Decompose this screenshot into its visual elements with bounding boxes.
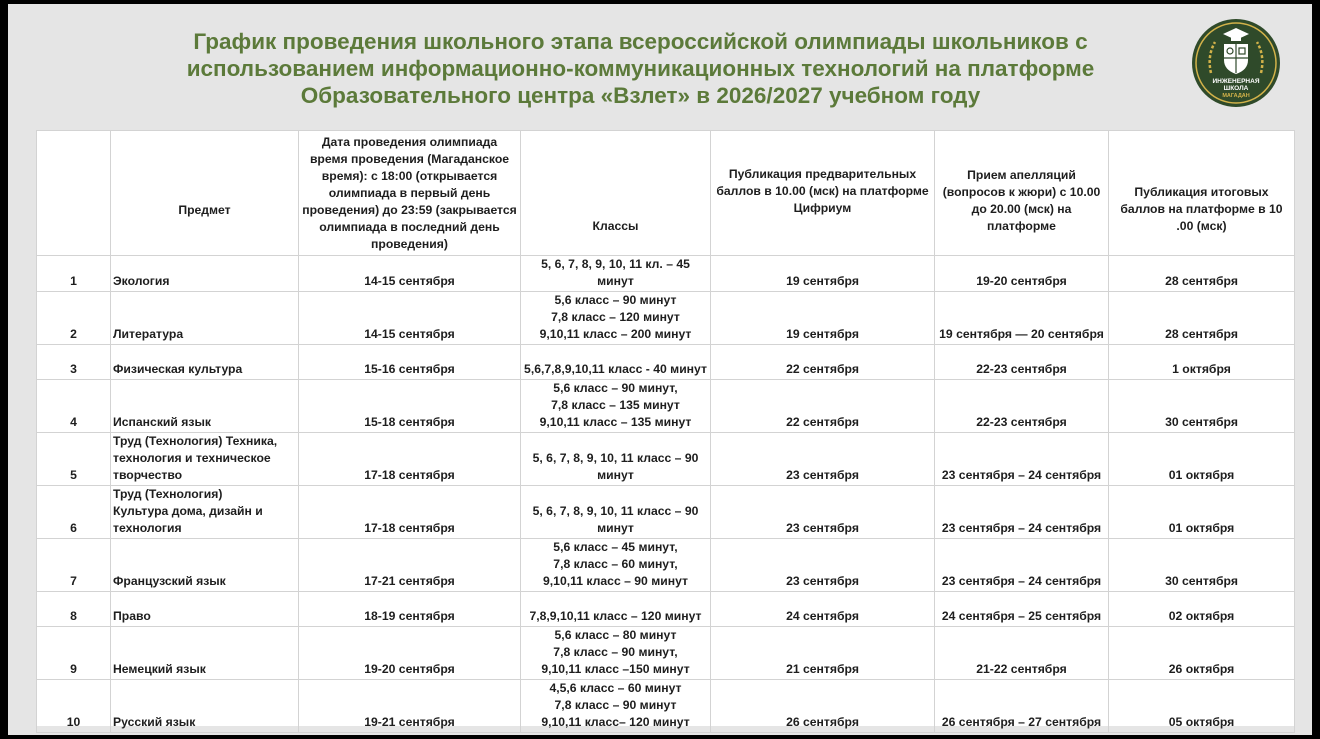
row-subject: Физическая культура (111, 345, 299, 380)
table-header-row (37, 131, 1295, 256)
row-final: 01 октября (1109, 486, 1295, 539)
row-subject: Труд (Технология) Культура дома, дизайн и технология (111, 486, 299, 539)
table-row (37, 627, 1295, 680)
row-prelim: 26 сентября (711, 680, 935, 733)
row-date: 15-18 сентября (299, 380, 521, 433)
school-emblem-icon (1191, 18, 1281, 108)
row-classes: 4,5,6 класс – 60 минут 7,8 класс – 90 минут 9,10,11 класс– 120 минут (521, 680, 711, 733)
row-final: 26 октября (1109, 627, 1295, 680)
row-appeals: 23 сентября – 24 сентября (935, 539, 1109, 592)
header-num (37, 131, 111, 256)
table-row (37, 345, 1295, 380)
table-row (37, 256, 1295, 292)
row-subject: Труд (Технология) Техника, технология и техническое творчество (111, 433, 299, 486)
row-date: 17-18 сентября (299, 486, 521, 539)
row-classes: 7,8,9,10,11 класс – 120 минут (521, 592, 711, 627)
row-appeals: 19 сентября — 20 сентября (935, 292, 1109, 345)
schedule-table (36, 130, 1295, 733)
row-subject: Русский язык (111, 680, 299, 733)
row-prelim: 19 сентября (711, 292, 935, 345)
table-row (37, 433, 1295, 486)
row-date: 14-15 сентября (299, 256, 521, 292)
row-classes: 5,6 класс – 45 минут, 7,8 класс – 60 минут, 9,10,11 класс – 90 минут (521, 539, 711, 592)
logo-text: ИНЖЕНЕРНАЯ (1212, 78, 1260, 85)
header-date: Дата проведения олимпиада время проведения (Магаданское время): с 18:00 (открывается олимпиада в первый день проведения) до 23:59 (закрывается олимпиада в последний день проведения) (299, 131, 521, 256)
row-prelim: 23 сентября (711, 433, 935, 486)
row-prelim: 23 сентября (711, 539, 935, 592)
header-prelim: Публикация предварительных баллов в 10.00 (мск) на платформе Цифриум (711, 131, 935, 256)
row-classes: 5,6,7,8,9,10,11 класс - 40 минут (521, 345, 711, 380)
row-appeals: 22-23 сентября (935, 380, 1109, 433)
row-date: 19-20 сентября (299, 627, 521, 680)
row-classes: 5,6 класс – 80 минут 7,8 класс – 90 минут, 9,10,11 класс –150 минут (521, 627, 711, 680)
slide (8, 4, 1312, 735)
row-final: 1 октября (1109, 345, 1295, 380)
row-subject: Экология (111, 256, 299, 292)
row-appeals: 19-20 сентября (935, 256, 1109, 292)
row-final: 28 сентября (1109, 292, 1295, 345)
row-num: 6 (37, 486, 111, 539)
row-classes: 5,6 класс – 90 минут, 7,8 класс – 135 минут 9,10,11 класс – 135 минут (521, 380, 711, 433)
row-final: 30 сентября (1109, 380, 1295, 433)
logo-text: ШКОЛА (1223, 85, 1249, 92)
row-appeals: 23 сентября – 24 сентября (935, 433, 1109, 486)
table-row (37, 486, 1295, 539)
row-num: 5 (37, 433, 111, 486)
row-prelim: 21 сентября (711, 627, 935, 680)
row-date: 17-18 сентября (299, 433, 521, 486)
row-date: 17-21 сентября (299, 539, 521, 592)
row-classes: 5, 6, 7, 8, 9, 10, 11 кл. – 45 минут (521, 256, 711, 292)
logo-text: МАГАДАН (1222, 93, 1250, 99)
row-num: 4 (37, 380, 111, 433)
header-final: Публикация итоговых баллов на платформе в 10 .00 (мск) (1109, 131, 1295, 256)
table-row (37, 539, 1295, 592)
row-subject: Немецкий язык (111, 627, 299, 680)
row-appeals: 22-23 сентября (935, 345, 1109, 380)
row-num: 1 (37, 256, 111, 292)
table-row (37, 292, 1295, 345)
row-final: 02 октября (1109, 592, 1295, 627)
row-num: 3 (37, 345, 111, 380)
school-logo (1191, 18, 1281, 108)
row-subject: Французский язык (111, 539, 299, 592)
title-line: График проведения школьного этапа всероссийской олимпиады школьников с (193, 29, 1088, 54)
row-classes: 5, 6, 7, 8, 9, 10, 11 класс – 90 минут (521, 433, 711, 486)
header-classes: Классы (521, 131, 711, 256)
row-num: 10 (37, 680, 111, 733)
row-num: 2 (37, 292, 111, 345)
row-subject: Право (111, 592, 299, 627)
row-classes: 5, 6, 7, 8, 9, 10, 11 класс – 90 минут (521, 486, 711, 539)
row-date: 18-19 сентября (299, 592, 521, 627)
row-appeals: 26 сентября – 27 сентября (935, 680, 1109, 733)
row-date: 14-15 сентября (299, 292, 521, 345)
page-title (98, 28, 1183, 109)
title-line: Образовательного центра «Взлет» в 2026/2027 учебном году (300, 83, 981, 108)
table-row (37, 592, 1295, 627)
row-date: 19-21 сентября (299, 680, 521, 733)
row-final: 30 сентября (1109, 539, 1295, 592)
schedule-table-container (36, 130, 1294, 729)
row-final: 05 октября (1109, 680, 1295, 733)
row-final: 28 сентября (1109, 256, 1295, 292)
row-appeals: 24 сентября – 25 сентября (935, 592, 1109, 627)
row-date: 15-16 сентября (299, 345, 521, 380)
row-prelim: 22 сентября (711, 380, 935, 433)
table-row (37, 380, 1295, 433)
row-prelim: 24 сентября (711, 592, 935, 627)
title-line: использованием информационно-коммуникационных технологий на платформе (186, 56, 1095, 81)
table-row (37, 680, 1295, 733)
row-num: 9 (37, 627, 111, 680)
row-num: 8 (37, 592, 111, 627)
header-appeals: Прием апелляций (вопросов к жюри) с 10.00 до 20.00 (мск) на платформе (935, 131, 1109, 256)
row-subject: Испанский язык (111, 380, 299, 433)
row-prelim: 23 сентября (711, 486, 935, 539)
row-classes: 5,6 класс – 90 минут 7,8 класс – 120 минут 9,10,11 класс – 200 минут (521, 292, 711, 345)
row-appeals: 23 сентября – 24 сентября (935, 486, 1109, 539)
row-prelim: 19 сентября (711, 256, 935, 292)
row-subject: Литература (111, 292, 299, 345)
header-subject: Предмет (111, 131, 299, 256)
row-final: 01 октября (1109, 433, 1295, 486)
row-num: 7 (37, 539, 111, 592)
row-prelim: 22 сентября (711, 345, 935, 380)
row-appeals: 21-22 сентября (935, 627, 1109, 680)
